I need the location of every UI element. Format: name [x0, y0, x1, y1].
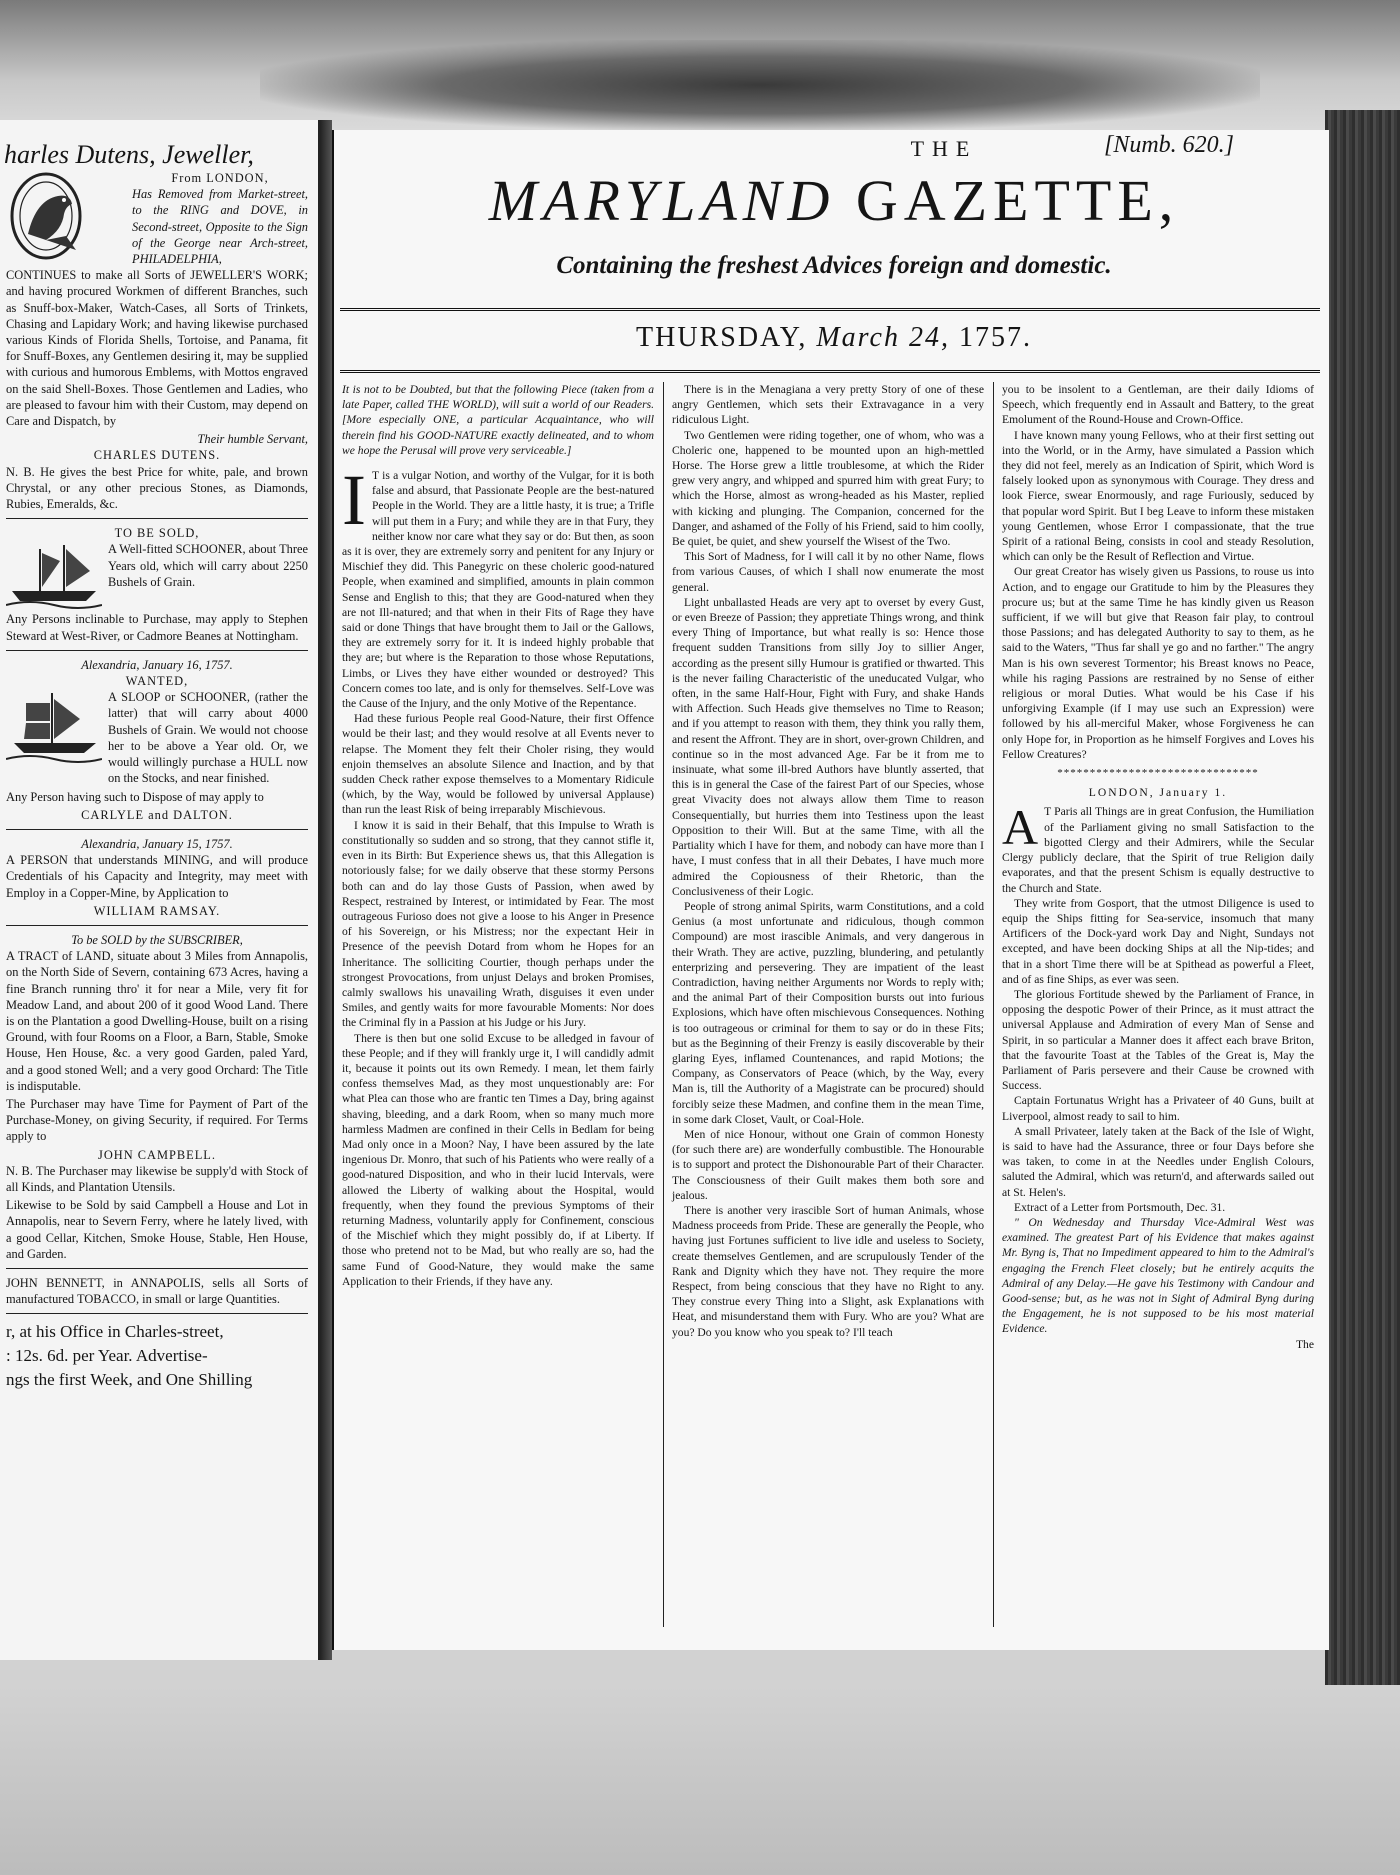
- section-divider-stars: *******************************: [1057, 767, 1259, 780]
- divider: [6, 1313, 308, 1314]
- issue-year: 1757.: [958, 322, 1032, 353]
- land-likewise: Likewise to be Sold by said Campbell a House and Lot in Annapolis, near to Severn Ferry, where he lately lived, with a good Cellar, Kitchen, Smoke House, Stable, Hen House, and Garden.: [6, 1198, 308, 1261]
- masthead-rule: [340, 308, 1320, 311]
- left-page: [0, 120, 320, 1660]
- jeweller-nb: N. B. He gives the best Price for white, pale, and brown Chrystal, or any other precious Stones, as Diamonds, Rubies, Emeralds, &c.: [6, 464, 308, 512]
- scan-binding-edge: [1325, 110, 1400, 1690]
- jeweller-signature: CHARLES DUTENS.: [93, 448, 221, 463]
- land-terms: The Purchaser may have Time for Payment of Part of the Purchase-Money, on giving Security, if required. For Terms apply to: [6, 1096, 308, 1144]
- letter-heading: Extract of a Letter from Portsmouth, Dec. 31.: [1014, 1200, 1226, 1214]
- editor-intro: It is not to be Doubted, but that the following Piece (taken from a late Paper, called THE WORLD), will suit a world of our Readers. [More especially ONE, a particular Acquaintance, who will therein find his GOOD-NATURE exactly delineated, and to whom we hope the Perusal will prove very serviceable.]: [342, 383, 654, 457]
- schooner-ship-icon: [6, 541, 102, 611]
- issue-date: [344, 322, 1324, 354]
- essay-paragraph: This Sort of Madness, for I will call it by no other Name, flows from various Causes, of which I shall now enumerate the most general.: [672, 550, 984, 594]
- jeweller-header: [6, 170, 308, 267]
- front-page: [332, 130, 1329, 1650]
- column-2: [672, 382, 984, 1340]
- ring-and-dove-woodcut-icon: [6, 170, 126, 262]
- wanted-heading: WANTED,: [125, 674, 189, 689]
- essay-paragraph: There is in the Menagiana a very pretty Story of one of these angry Gentlemen, which sets their Extravagance in a very ridiculous Light.: [672, 383, 984, 427]
- divider: [6, 829, 308, 830]
- essay-paragraph: Had these furious People real Good-Nature, their first Offence would be their last; and they would resolve at all Events never to relapse. The Moment they felt their Choler rising, they would enjoin themselves an absolute Silence and Inaction, and by that sudden Check rather expose themselves to a Momentary Ridicule (which, by the Way, would be followed by universal Applause) than run the least Risk of being irreparably Mischievous.: [342, 712, 654, 817]
- masthead-the: THE: [910, 136, 978, 161]
- column-rule: [663, 382, 664, 1627]
- divider: [6, 925, 308, 926]
- news-paragraph: Captain Fortunatus Wright has a Privateer of 40 Guns, built at Liverpool, almost ready to sail to him.: [1002, 1094, 1314, 1123]
- wanted-dateline: Alexandria, January 16, 1757.: [81, 657, 233, 672]
- column-3: [1002, 382, 1314, 1352]
- essay-paragraph: I know it is said in their Behalf, that this Impulse to Wrath is constitutionally so sudden and so strong, that they cannot stifle it, even in its Birth: But Experience shews us, that this Allegation is notoriously false; for we daily observe that these stormy Persons both can and do lay those Gusts of Passion, when awed by Respect, restrained by Interest, or intimidated by Fear. The most outrageous Furioso does not give a loose to his Anger in Presence of his Sovereign, or his Mistress; nor the expectant Heir in Presence of the peevish Dotard from whom he Hopes for an Inheritance. The solliciting Courtier, though perhaps under the strongest Provocations, from unjust Delays and broken Promises, calmly swallows his unavailing Wrath, disguises it even under Smiles, and gently waits for more favourable Moments: Nor does the Criminal fly in a Passion at his Judge or his Jury.: [342, 818, 654, 1030]
- scan-shadow-top-dark: [260, 40, 1260, 130]
- mining-dateline: Alexandria, January 15, 1757.: [81, 836, 233, 851]
- drop-cap: A: [1002, 799, 1039, 856]
- land-body: A TRACT of LAND, situate about 3 Miles from Annapolis, on the North Side of Severn, containing 673 Acres, having a fine Branch running thro' it for near a Mile, very fit for Meadow Land, and about 200 of it good Wood Land. There is on the Plantation a good Dwelling-House, built on a rising Ground, with four Rooms on a Floor, a Barn, Stable, Smoke House, Hen House, &c. a very good Garden, paled Yard, and a good stoned Well; and a very good Orchard: The Title is indisputable.: [6, 949, 308, 1093]
- jeweller-closing: Their humble Servant,: [197, 432, 308, 447]
- essay-paragraph: There is another very irascible Sort of human Animals, whose Madness proceeds from Pride. These are generally the People, who having just Fortunes sufficient to live idle and useless to Society, create themselves Gentlemen, and are scrupulously Tender of the Rank and Dignity which they have not. They require the more Respect, from being conscious that they have no Right to any. They construe every Thing into a Slight, ask Explanations with Heat, and misunderstand them with Fury. Who are you? What are you? Do you know who you speak to? I'll teach: [672, 1203, 984, 1339]
- wanted-body: A SLOOP or SCHOONER, (rather the latter) that will carry about 4000 Bushels of Grain. We would not choose her to be above a Year old. Or, we would willingly purchase a HULL now on the Stocks, and near finished.: [108, 690, 308, 786]
- schooner-sale-heading: TO BE SOLD,: [114, 526, 200, 541]
- jeweller-body: CONTINUES to make all Sorts of JEWELLER'S WORK; and having procured Workmen of different Branches, such as Snuff-box-Maker, Watch-Cases, all Sorts of Trinkets, Chasing and Lapidary Work; and having likewise purchased various Kinds of Florida Shells, Tortoise, and Panama, fit for Snuff-Boxes, any Gentlemen desiring it, may be supplied with curious and humorous Emblems, with Mottos engraved on the said Shell-Boxes. Those Gentlemen and Ladies, who are pleased to favour him with their Custom, may depend on Care and Dispatch, by: [6, 268, 308, 429]
- mining-body: A PERSON that understands MINING, and will produce Credentials of his Capacity and Integrity, may meet with Employ in a Copper-Mine, by Application to: [6, 853, 308, 900]
- column-rule: [993, 382, 994, 1627]
- masthead-rule: [340, 370, 1320, 373]
- news-paragraph: The glorious Fortitude shewed by the Parliament of France, in opposing the despotic Power of their Prince, as it must attract the universal Applause and Admiration of every Man of Sense and Spirit, in so particular a Manner does it affect each brave Briton, that the favourite Toast at the Tables of the Great is, May the Parliament of Paris persevere and their Cause be crowned with Success.: [1002, 987, 1314, 1093]
- jeweller-name: harles Dutens, Jeweller,: [4, 140, 254, 169]
- essay-paragraph: Our great Creator has wisely given us Passions, to rouse us into Action, and to engage our Gratitude to him by the Pleasures they procure us; but at the same Time he has kindly given us Reason sufficient, if we will but give that Reason fair play, to controul those Passions; and has delegated Authority to say to them, as he said to the Waters, "Thus far shall ye go and no farther." The angry Man is his own severest Tormentor; his Breast knows no Peace, while his raging Passions are restrained by no Sense of either religious or moral Duties. What would be his Case if his unforgiving Example (if I may use such an Expression) were followed by his all-merciful Maker, whose Forgiveness he can only Hope for, in Proportion as he himself Forgives and Loves his Fellow Creatures?: [1002, 565, 1314, 761]
- scan-shadow-bottom: [0, 1685, 1400, 1875]
- essay-paragraph: Light unballasted Heads are very apt to overset by every Gust, or even Breeze of Passion; they appretiate Things wrong, and think every Thing of Importance, but what really is so: Hence those frequent sudden Transitions from silly Joy to sillier Anger, according as the present silly Humour is gratified or thwarted. This is the never failing Characteristic of the uneducated Vulgar, who often, in the same Half-Hour, Fight with Fury, and shake Hands with Affection. Such Heads give themselves no Time to Reason; and if you attempt to reason with them, they think you rally them, and resent the Affront. They are in short, over-grown Children, and continue so in the most advanced Age. Far be it from me to insinuate, what some ill-bred Authors have bluntly asserted, that this is in general the Case of the fairest Part of our Species, whose great Vivacity does not always allow them Time to reason Consequentially, but hurries them into Testiness upon the least Opposition to their Will. But at the same Time, with all the Partiality which I have for them, and nobody can have more than I have, I must confess that in all their Debates, I have much more admired the Copiousness of their Rhetoric, than the Conclusiveness of their Logic.: [672, 595, 984, 898]
- schooner-sale-body: A Well-fitted SCHOONER, about Three Years old, which will carry about 2250 Bushels of Grain.: [108, 542, 308, 589]
- catchword: The: [1295, 1337, 1314, 1351]
- newspaper-subtitle: Containing the freshest Advices foreign and domestic.: [556, 252, 1112, 279]
- issue-number: [Numb. 620.]: [1104, 132, 1235, 158]
- mining-signature: WILLIAM RAMSAY.: [93, 903, 221, 918]
- essay-paragraph: Men of nice Honour, without one Grain of common Honesty (for such there are) are wonderfully combustible. The Honourable is to support and protect the Dishonourable Part of their Character. The Consciousness of their Guilt makes them both sore and jealous.: [672, 1127, 984, 1202]
- land-heading: To be SOLD by the SUBSCRIBER,: [71, 932, 243, 947]
- schooner-sale-contact: Any Persons inclinable to Purchase, may apply to Stephen Steward at West-River, or Cadmore Beanes at Nottingham.: [6, 612, 308, 643]
- news-paragraph: They write from Gosport, that the utmost Diligence is used to equip the Ships fitting for Sea-service, insomuch that many Artificers of the Dock-yard work Day and Night, Sundays not excepted, and have been docking Ships at all the Nip-tides; and that in a short Time there will be at Spithead as powerful a Fleet, and of as fine Ships, as ever was seen.: [1002, 896, 1314, 986]
- divider: [6, 1268, 308, 1269]
- london-dateline: LONDON, January 1.: [1088, 786, 1228, 800]
- essay-paragraph: People of strong animal Spirits, warm Constitutions, and a cold Genius (a most unfortunate and ridiculous, though common Compound) are most irascible Animals, and very dangerous in their Wrath. They are active, puzzling, blundering, and petulantly enterprizing and persevering. They are impatient of the least Contradiction, having neither Arguments nor Words to reply with; and the animal Part of their Composition bursts out into furious Explosions, which have often mischievous Consequences. Nothing is too outrageous or criminal for them to say or do in these Fits; but as the Beginning of their Frenzy is easily discoverable by their glaring Eyes, inflamed Countenances, and rapid Motions; the Company, as Conservators of Peace (which, by the Way, every Man is, till the Authority of a Magistrate can be procured) should forcibly seize these Madmen, and confine them in the mean Time, in some dark Closet, Vault, or Coal-Hole.: [672, 899, 984, 1126]
- land-nb: N. B. The Purchaser may likewise be supply'd with Stock of all Kinds, and Plantation Utensils.: [6, 1163, 308, 1194]
- schooner-sale-row: [6, 541, 308, 611]
- wanted-row: [6, 689, 308, 788]
- issue-month-day: March 24,: [816, 322, 950, 353]
- article-columns: [342, 382, 1322, 1632]
- drop-cap: I: [342, 460, 366, 541]
- jeweller-from: From LONDON,: [171, 171, 269, 185]
- tobacco-advert: JOHN BENNETT, in ANNAPOLIS, sells all Sorts of manufactured TOBACCO, in small or large Quantities.: [6, 1275, 308, 1307]
- divider: [6, 650, 308, 651]
- wanted-contact: Any Person having such to Dispose of may apply to: [6, 789, 264, 804]
- title-maryland: MARYLAND: [488, 168, 836, 233]
- newspaper-title: [344, 168, 1324, 234]
- letter-extract: " On Wednesday and Thursday Vice-Admiral West was examined. The greatest Part of his Evidence that makes against Mr. Byng is, That no Impediment appeared to him to the Admiral's engaging the French Fleet closely; but he entirely acquits the Admiral of any Delay.—He gave his Testimony with Candour and Good-sense; but, as he was not in Sight of Admiral Byng during the Engagement, he is not supposed to be his most material Evidence.: [1002, 1215, 1314, 1336]
- news-paragraph: A small Privateer, lately taken at the Back of the Isle of Wight, is said to have had the Assurance, three or four Days before she was taken, to come in at the Needles under English Colours, saluted the Admiral, which was return'd, and afterwards sailed out at St. Helen's.: [1002, 1124, 1314, 1199]
- land-signature: JOHN CAMPBELL.: [98, 1147, 216, 1162]
- news-paragraph: T Paris all Things are in great Confusion, the Humiliation of the Parliament giving no small Satisfaction to the bigotted Clergy and their Admirers, while the Secular Clergy publicly declare, that the Spirit of true Religion daily evaporates, and that the present Schism is equally destructive to the Church and State.: [1002, 805, 1314, 895]
- left-page-advertisements: [6, 140, 308, 1392]
- jeweller-moved: Has Removed from Market-street, to the RING and DOVE, in Second-street, Opposite to the Sign of the George near Arch-street, PHILADELPHIA,: [132, 187, 308, 267]
- essay-paragraph: There is then but one solid Excuse to be alledged in favour of these People; and if they will frankly urge it, I will candidly admit it, because it points out its own Remedy. I mean, let them fairly confess themselves Mad, as they most unquestionably are: For what Plea can those who are frantic ten Times a Day, bring against shaving, bleeding, and a dark Room, when so many much more harmless Madmen are confined in their Cells in Bedlam for being Mad only once in a Moon? Nay, I have been assured by the late ingenious Dr. Monro, that such of his Patients who were really of a good-natured Disposition, and who in their lucid Intervals, were allowed the Liberty of walking about the Hospital, would frequently, when they found the previous Symptoms of their returning Madness, voluntarily apply for Confinement, conscious of the Mischief which they might possibly do, if at Liberty. If those who pretend not to be Mad, but who really are so, had the same Fund of Good-Nature, they would make the same Application to their Friends, if they have any.: [342, 1031, 654, 1288]
- page-gutter: [320, 120, 332, 1660]
- essay-paragraph: T is a vulgar Notion, and worthy of the Vulgar, for it is both false and absurd, that Passionate People are the best-natured People in the World. They are a little hasty, it is true; a Trifle will put them in a Fury; and while they are in that Fury, they neither know nor care what they say or do: But then, as soon as it is over, they are extremely sorry and penitent for any Injury or Mischief they did. This Panegyric on these choleric good-natured People, when examined and simplified, amounts in plain common Sense and English to this; that they are Good-natured when they are not Ill-natured; and that when in their Fits of Rage they have said or done Things that have brought them to Jail or the Gallows, they are extremely sorry for it. It is indeed highly probable that they are; but where is the Reparation to those whose Reputations, Limbs, or Lives they have either wounded or destroyed? This Concern comes too late, and is only for themselves. Self-Love was the Cause of the Injury, and the only Motive of the Repentance.: [342, 469, 654, 711]
- divider: [6, 518, 308, 519]
- essay-paragraph: I have known many young Fellows, who at their first setting out into the World, or in the Army, have simulated a Passion which they did not feel, merely as an Indication of Spirit, which Word is falsely looked upon as synonymous with Courage. They dress and look Fierce, swear Enormously, and rage Furiously, seduced by that popular word Spirit. But I beg Leave to inform these mistaken young Gentlemen, whose Error I compassionate, that the true Spirit of a rational Being, consists in cool and steady Resolution, which can only be the Result of Reflection and Virtue.: [1002, 428, 1314, 564]
- issue-day: THURSDAY,: [636, 322, 808, 353]
- wanted-signature: CARLYLE and DALTON.: [81, 807, 233, 822]
- essay-paragraph: you to be insolent to a Gentleman, are their daily Idioms of Speech, which frequently end in Assault and Battery, to the great Emolument of the Round-House and Crown-Office.: [1002, 383, 1314, 427]
- essay-paragraph: Two Gentlemen were riding together, one of whom, who was a Choleric one, happened to be mounted upon an high-mettled Horse. The Horse grew a little troublesome, at which the Rider grew very angry, and whipped and spurred him with great Fury; to which the Horse, almost as wrong-headed as his Master, replied with kicking and plunging. The Companion, concerned for the Danger, and ashamed of the Folly of his Friend, said to him coolly, Be quiet, be quiet, and shew yourself the Wisest of the Two.: [672, 428, 984, 549]
- title-gazette: GAZETTE,: [855, 168, 1180, 233]
- imprint-line-2: : 12s. 6d. per Year. Advertise-: [6, 1346, 208, 1366]
- imprint-line-3: ngs the first Week, and One Shilling: [6, 1370, 253, 1390]
- jeweller-address-block: [132, 170, 308, 267]
- imprint-line-1: r, at his Office in Charles-street,: [6, 1322, 224, 1342]
- column-1: [342, 382, 654, 1289]
- sloop-ship-icon: [6, 689, 102, 765]
